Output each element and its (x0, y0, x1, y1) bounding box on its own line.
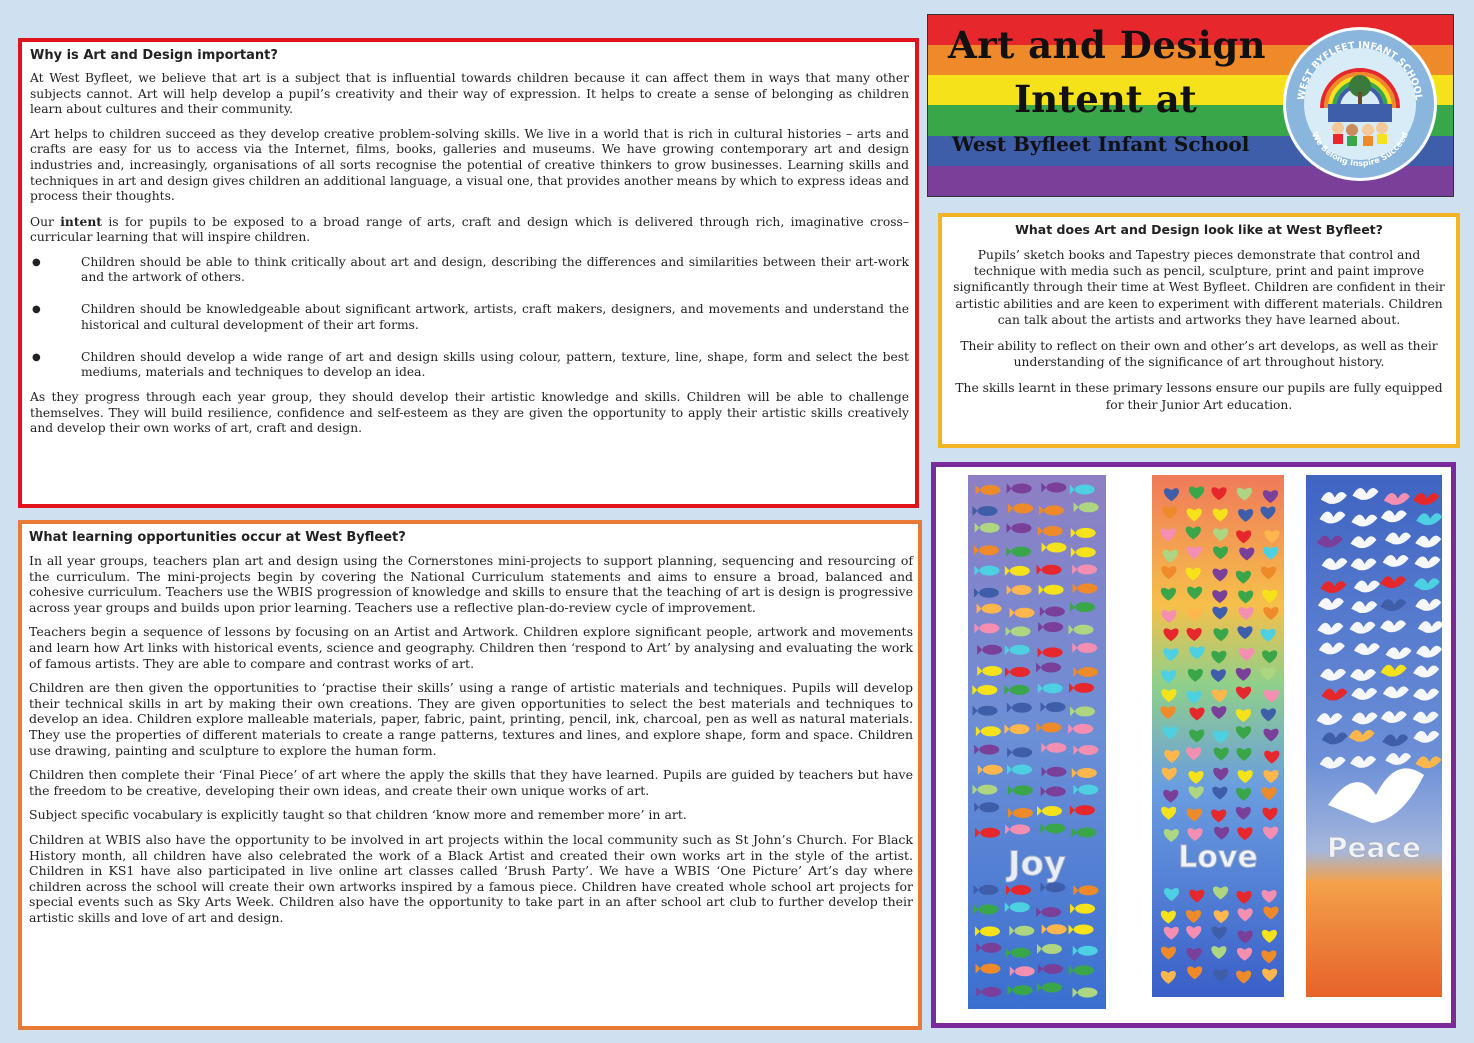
why-paragraph-3 (30, 214, 909, 246)
looks-paragraph-1: Pupils’ sketch books and Tapestry pieces demonstrate that control and technique with media such as pencil, sculpture, print and paint improve significantly through their time at West Byfleet. Children are confident in their artistic abilities and are keen to experiment with different materials. Children can talk about the artists and artworks they have learned about. (953, 248, 1445, 327)
looks-paragraph-3: The skills learnt in these primary lessons ensure our pupils are fully equipped for their Junior Art education. (955, 381, 1443, 412)
why-p3-end: is for pupils to be exposed to a broad range of arts, craft and design which is delivered through rich, imaginative cross–curricular learning that will inspire children. (30, 214, 909, 245)
artwork-word-love: Love (1178, 840, 1258, 875)
why-bullet-2: ● Children should be knowledgeable about significant artwork, artists, craft makers, designers, and movements and understand the historical and cultural development of their art forms. (30, 302, 909, 332)
learn-heading: What learning opportunities occur at West Byfleet? (29, 530, 406, 545)
artwork-gallery (931, 462, 1456, 1028)
looks-paragraph-2: Their ability to reflect on their own and other’s art develops, as well as their understanding of the significance of art throughout history. (960, 339, 1438, 370)
why-heading: Why is Art and Design important? (30, 48, 278, 63)
why-important-section (18, 38, 919, 508)
artwork-panel-joy (968, 475, 1106, 1009)
why-paragraph-4: As they progress through each year group, they should develop their artistic knowledge and skills. Children will be able to challenge themselves. They will build resilience, confidence and self-esteem as they are given the opportunity to apply their artistic skills creatively and develop their own works of art, craft and design. (30, 390, 909, 436)
why-bullet-list (30, 255, 909, 380)
why-p3-start: Our (30, 214, 61, 229)
learn-paragraph-1: In all year groups, teachers plan art and design using the Cornerstones mini-projects to support planning, sequencing and resourcing of the curriculum. The mini-projects begin by covering the National Curriculum statements and aims to ensure a broad, balanced and cohesive curriculum. Teachers use the WBIS progression of knowledge and skills to ensure that the teaching of art is design is progressive across year groups and builds upon prior learning. Teachers use a reflective plan-do-review cycle of improvement. (29, 553, 913, 615)
learn-paragraph-3: Children are then given the opportunities to ‘practise their skills’ using a range of artistic materials and techniques. Pupils will develop their technical skills in art by making their own creations. They are given opportunities to select the best materials and techniques to develop an idea. Children explore malleable materials, paper, fabric, paint, printing, pencil, ink, charcoal, pen as well as natural materials. They use the properties of different materials to create a range patterns, textures and lines, and explore shape, form and space. Children use drawing, painting and sculpture to explore the human form. (29, 680, 913, 758)
looks-heading: What does Art and Design look like at West Byfleet? (1015, 222, 1383, 237)
artwork-word-peace: Peace (1327, 831, 1421, 864)
learn-paragraph-5: Subject specific vocabulary is explicitly taught so that children ‘know more and remember more’ in art. (29, 807, 687, 823)
artwork-panel-love (1152, 475, 1284, 997)
svg-text:We Belong Inspire Succeed (1310, 131, 1410, 169)
school-logo-artwork (1286, 30, 1434, 178)
school-logo (1283, 27, 1437, 181)
why-bullet-1: ● Children should be able to think critically about art and design, describing the differences and similarities between their art-work and the artwork of others. (30, 255, 909, 285)
artwork-word-joy: Joy (1007, 844, 1067, 884)
artwork-panel-peace (1306, 475, 1442, 997)
why-p3-intent: intent (60, 213, 102, 229)
title-banner (927, 14, 1454, 197)
why-paragraph-2: Art helps to children succeed as they develop creative problem-solving skills. We live in a world that is rich in cultural histories – arts and crafts are easy for us to access via the Internet, films, books, galleries and museums. We have growing contemporary art and design industries and, increasingly, organisations of all sorts recognise the potential of creative thinkers to grow businesses. Learning skills and techniques in art and design gives children an additional language, a visual one, that provides another means by which to express ideas and process their thoughts. (30, 126, 909, 204)
logo-text-top: WEST BYFLEET INFANT SCHOOL (1295, 39, 1424, 101)
why-paragraph-1: At West Byfleet, we believe that art is a subject that is influential towards children because it can affect them in ways that many other subjects cannot. Art will help develop a pupil’s creativity and their way of expression. It helps to create a sense of belonging as children learn about cultures and their community. (30, 71, 909, 117)
banner-title-line1: Art and Design (948, 23, 1267, 67)
learn-paragraph-2: Teachers begin a sequence of lessons by focusing on an Artist and Artwork. Children explore significant people, artwork and movements and learn how Art links with historical events, science and geography. Children then ‘respond to Art’ by analysing and evaluating the work of famous artists. They are able to compare and contrast works of art. (29, 624, 913, 671)
learn-paragraph-4: Children then complete their ‘Final Piece’ of art where the apply the skills that they have learned. Pupils are guided by teachers but have the freedom to be creative, developing their own ideas, and create their own unique works of art. (29, 767, 913, 798)
banner-title-line2: Intent at (1014, 77, 1197, 121)
learn-paragraph-6: Children at WBIS also have the opportunity to be involved in art projects within the local community such as St John’s Church. For Black History month, all children have also celebrated the work of a Black Artist and created their own works art in the style of the artist. Children in KS1 have also participated in live online art classes called ‘Brush Party’. We have a WBIS ‘One Picture’ Art’s day where children across the school will create their own artworks inspired by a famous piece. Children have created whole school art projects for special events such as Sky Arts Week. Children also have the opportunity to take part in an after school art club to further develop their artistic skills and love of art and design. (29, 831, 913, 925)
learning-opportunities-section (18, 520, 922, 1030)
banner-school-name: West Byfleet Infant School (952, 132, 1250, 156)
why-bullet-3: ● Children should develop a wide range of art and design skills using colour, pattern, texture, line, shape, form and select the best mediums, materials and techniques to develop an idea. (30, 350, 909, 380)
what-it-looks-like-section (938, 213, 1460, 448)
logo-text-bottom: We Belong Inspire Succeed (1309, 130, 1410, 169)
